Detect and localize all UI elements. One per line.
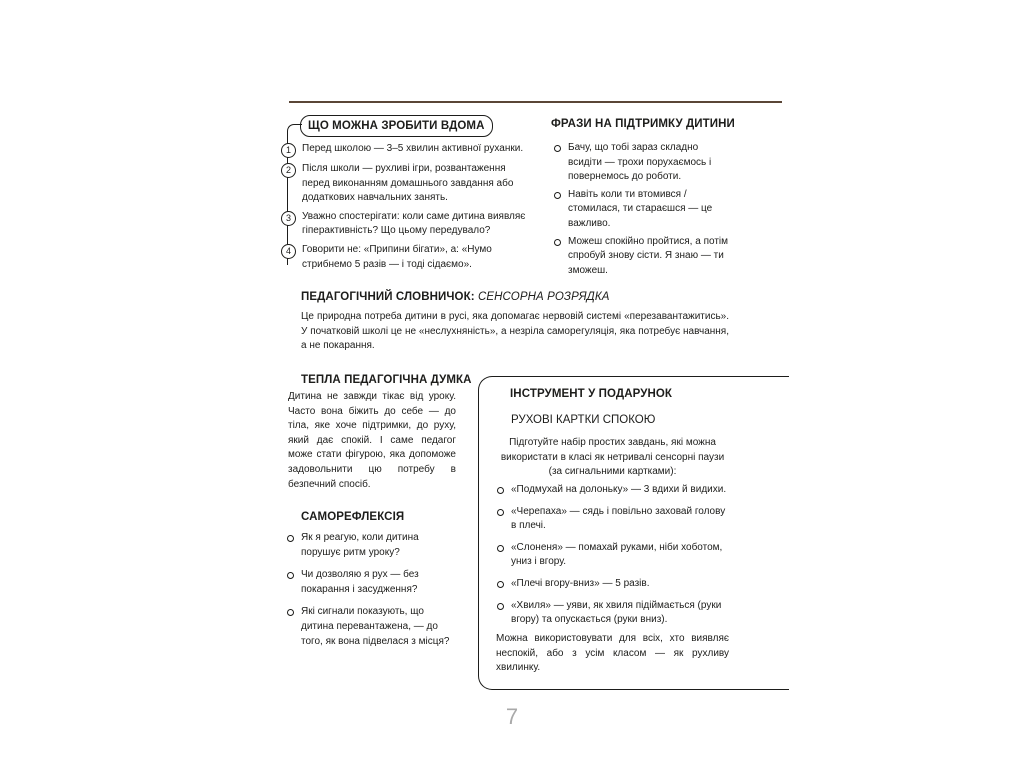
home-section-title: ЩО МОЖНА ЗРОБИТИ ВДОМА <box>308 120 485 132</box>
list-item-text: Після школи — рухливі ігри, розвантаження перед виконанням домашнього завдання або додаткових навчальних занять. <box>302 163 514 204</box>
phrases-section-title: ФРАЗИ НА ПІДТРИМКУ ДИТИНИ <box>551 118 735 130</box>
list-item-text: Можеш спокійно пройтися, а потім спробуй знову сісти. Я знаю — ти зможеш. <box>568 235 728 276</box>
self-reflection-title: САМОРЕФЛЕКСІЯ <box>301 511 405 523</box>
list-item-text: «Подмухай на долоньку» — 3 вдихи й видихи. <box>511 484 727 495</box>
list-item <box>287 605 459 649</box>
page-number: 7 <box>505 704 519 729</box>
list-item-text: Уважно спостерігати: коли саме дитина виявляє гіперактивність? Що цьому передувало? <box>302 210 526 237</box>
tool-outro: Можна використовувати для всіх, хто виявляє неспокій, або з усім класом — як рухливу хвилинку. <box>496 633 729 674</box>
list-item <box>497 541 732 570</box>
home-numbered-list <box>281 142 531 276</box>
list-item <box>554 188 734 232</box>
bullet-circle-icon <box>497 545 504 552</box>
list-item-text: Перед школою — 3–5 хвилин активної руханки. <box>302 143 524 154</box>
number-circle-icon: 4 <box>281 244 296 259</box>
list-item-text: Бачу, що тобі зараз складно всидіти — трохи поруxаємось і повернемось до роботи. <box>568 142 712 183</box>
list-item-text: Говорити не: «Припини бігати», а: «Нумо стрибнемо 5 разів — і тоді сідаємо». <box>302 243 492 270</box>
number-circle-icon: 1 <box>281 143 296 158</box>
number-circle-icon: 3 <box>281 211 296 226</box>
tool-intro: Підготуйте набір простих завдань, які можна використати в класі як нетривалі сенсорні паузи (за сигнальними картками): <box>500 437 725 478</box>
bullet-circle-icon <box>497 581 504 588</box>
tool-title: ІНСТРУМЕНТ У ПОДАРУНОК <box>510 388 673 400</box>
list-item <box>554 141 734 185</box>
warm-thought-title: ТЕПЛА ПЕДАГОГІЧНА ДУМКА <box>301 374 472 386</box>
list-item <box>287 568 459 597</box>
bullet-circle-icon <box>497 603 504 610</box>
glossary-text: Це природна потреба дитини в русі, яка допомагає нервовій системі «перезавантажитись». У початковій школі це не «неслухняність», а незріла саморегуляція, яка потребує навчання, а не покарання. <box>301 311 729 352</box>
list-item-text: «Черепаха» — сядь і повільно заховай голову в плечі. <box>511 505 726 532</box>
tool-list <box>497 483 732 635</box>
tool-subtitle: РУХОВІ КАРТКИ СПОКОЮ <box>511 414 656 426</box>
phrases-list <box>554 141 734 281</box>
glossary-term: СЕНСОРНА РОЗРЯДКА <box>477 291 610 303</box>
list-item <box>287 531 459 560</box>
list-item <box>281 243 531 272</box>
bullet-circle-icon <box>497 509 504 516</box>
bullet-circle-icon <box>554 239 561 246</box>
list-item-text: «Слоненя» — помахай руками, ніби хоботом, униз і вгору. <box>511 541 723 568</box>
list-item <box>281 142 531 158</box>
top-divider <box>289 101 782 103</box>
bullet-circle-icon <box>554 192 561 199</box>
list-item-text: Чи дозволяю я рух — без покарання і засудження? <box>301 569 419 595</box>
list-item-text: «Хвиля» — уяви, як хвиля підіймається (руки вгору) та опускається (руки вниз). <box>511 599 722 626</box>
number-circle-icon: 2 <box>281 163 296 178</box>
list-item <box>281 210 531 239</box>
bullet-circle-icon <box>287 609 294 616</box>
glossary-label: ПЕДАГОГІЧНИЙ СЛОВНИЧОК: <box>301 291 475 303</box>
list-item-text: Навіть коли ти втомився / стомилася, ти стараєшся — це важливо. <box>568 188 713 229</box>
list-item <box>554 235 734 279</box>
list-item-text: «Плечі вгору-вниз» — 5 разів. <box>511 577 650 589</box>
bullet-circle-icon <box>497 487 504 494</box>
list-item <box>497 599 732 628</box>
list-item <box>497 483 732 498</box>
home-section-title-box <box>300 115 493 137</box>
self-reflection-list <box>287 531 459 657</box>
list-item <box>281 162 531 206</box>
list-item-text: Які сигнали показують, що дитина перевантажена, — до того, як вона підвелася з місця? <box>301 606 450 647</box>
bullet-circle-icon <box>287 535 294 542</box>
list-item-text: Як я реагую, коли дитина порушує ритм уроку? <box>301 532 419 558</box>
glossary-title <box>301 291 610 303</box>
list-item <box>497 577 732 592</box>
bullet-circle-icon <box>287 572 294 579</box>
bullet-circle-icon <box>554 145 561 152</box>
warm-thought-text: Дитина не завжди тікає від уроку. Часто вона біжить до себе — до тіла, яке хоче підтримки, до руху, який дає спокій. І саме педагог може стати фігурою, яка допоможе задовольнити цю потребу в безпечний спосіб. <box>288 391 456 490</box>
list-item <box>497 505 732 534</box>
